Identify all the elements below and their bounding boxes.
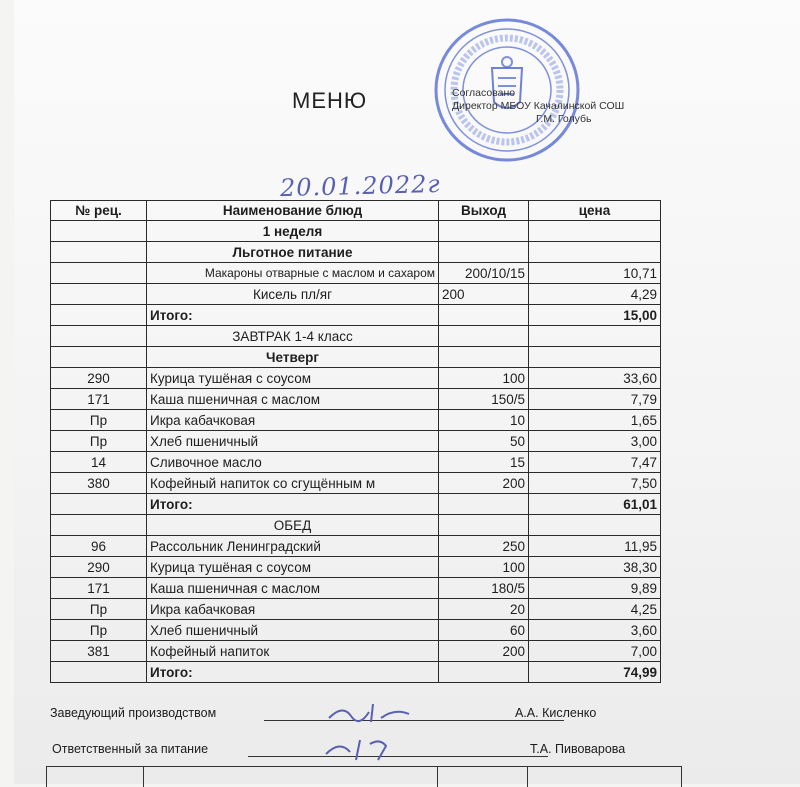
handwritten-signature bbox=[325, 700, 415, 726]
table-header-row bbox=[51, 201, 661, 221]
dish-price: 7,79 bbox=[529, 389, 661, 410]
dish-output: 60 bbox=[439, 620, 529, 641]
row-number: 171 bbox=[51, 389, 147, 410]
approval-name: Г.М. Голубь bbox=[536, 113, 592, 125]
row-number: 290 bbox=[51, 368, 147, 389]
row-number: 380 bbox=[51, 473, 147, 494]
dish-price: 4,29 bbox=[529, 284, 661, 305]
dish-name: Кофейный напиток bbox=[147, 641, 439, 662]
dish-name: Каша пшеничная с маслом bbox=[147, 578, 439, 599]
total-label: Итого: bbox=[147, 662, 439, 683]
table-row bbox=[51, 284, 661, 305]
manager-label: Заведующий производством bbox=[50, 706, 217, 720]
row-number: 14 bbox=[51, 452, 147, 473]
dish-output: 100 bbox=[439, 368, 529, 389]
total-value: 15,00 bbox=[529, 305, 661, 326]
dish-price: 10,71 bbox=[529, 263, 661, 284]
dish-price: 4,25 bbox=[529, 599, 661, 620]
table-row bbox=[51, 641, 661, 662]
section-title-row bbox=[51, 515, 661, 536]
dish-output: 250 bbox=[439, 536, 529, 557]
lunch-title: ОБЕД bbox=[147, 515, 439, 536]
total-label: Итого: bbox=[147, 305, 439, 326]
dish-price: 1,65 bbox=[529, 410, 661, 431]
dish-name: Макароны отварные с маслом и сахаром bbox=[147, 263, 439, 284]
table-row bbox=[51, 620, 661, 641]
row-number bbox=[51, 284, 147, 305]
dish-price: 11,95 bbox=[529, 536, 661, 557]
dish-output: 100 bbox=[439, 557, 529, 578]
dish-price: 3,60 bbox=[529, 620, 661, 641]
total-row bbox=[51, 494, 661, 515]
row-number: 171 bbox=[51, 578, 147, 599]
dish-output: 180/5 bbox=[439, 578, 529, 599]
dish-output: 10 bbox=[439, 410, 529, 431]
row-number: 96 bbox=[51, 536, 147, 557]
table-row bbox=[51, 536, 661, 557]
dish-output: 15 bbox=[439, 452, 529, 473]
menu-table bbox=[50, 200, 661, 683]
dish-output: 150/5 bbox=[439, 389, 529, 410]
table-row bbox=[51, 473, 661, 494]
dish-output: 200 bbox=[439, 473, 529, 494]
dish-price: 33,60 bbox=[529, 368, 661, 389]
dish-price: 3,00 bbox=[529, 431, 661, 452]
dish-price: 7,00 bbox=[529, 641, 661, 662]
dish-output: 200/10/15 bbox=[439, 263, 529, 284]
section-title-row bbox=[51, 242, 661, 263]
dish-name: Кисель пл/яг bbox=[147, 284, 439, 305]
table-row bbox=[51, 557, 661, 578]
dish-output: 200 bbox=[439, 641, 529, 662]
table-row bbox=[51, 599, 661, 620]
row-number: Пр bbox=[51, 410, 147, 431]
dish-name: Рассольник Ленинградский bbox=[147, 536, 439, 557]
dish-price: 9,89 bbox=[529, 578, 661, 599]
dish-name: Икра кабачковая bbox=[147, 599, 439, 620]
column-header-output: Выход bbox=[439, 201, 529, 221]
dish-name: Хлеб пшеничный bbox=[147, 431, 439, 452]
dish-name: Курица тушёная с соусом bbox=[147, 557, 439, 578]
week-row bbox=[51, 221, 661, 242]
handwritten-date: 20.01.2022г bbox=[279, 169, 441, 203]
manager-name: А.А. Кисленко bbox=[515, 706, 597, 720]
dish-output: 50 bbox=[439, 431, 529, 452]
section-title-row bbox=[51, 326, 661, 347]
manager-signature-line bbox=[50, 706, 680, 726]
dish-name: Хлеб пшеничный bbox=[147, 620, 439, 641]
responsible-label: Ответственный за питание bbox=[52, 742, 209, 756]
row-number: Пр bbox=[51, 620, 147, 641]
row-number bbox=[51, 263, 147, 284]
row-number: 290 bbox=[51, 557, 147, 578]
dish-name: Икра кабачковая bbox=[147, 410, 439, 431]
responsible-name: Т.А. Пивоварова bbox=[530, 742, 626, 756]
table-row bbox=[51, 389, 661, 410]
page-title: МЕНЮ bbox=[292, 88, 368, 113]
table-row bbox=[51, 410, 661, 431]
dish-name: Сливочное масло bbox=[147, 452, 439, 473]
total-value: 61,01 bbox=[529, 494, 661, 515]
row-number: 381 bbox=[51, 641, 147, 662]
total-row bbox=[51, 662, 661, 683]
column-header-price: цена bbox=[529, 201, 661, 221]
dish-name: Кофейный напиток со сгущённым м bbox=[147, 473, 439, 494]
column-header-name: Наименование блюд bbox=[147, 201, 439, 221]
dish-price: 38,30 bbox=[529, 557, 661, 578]
dish-price: 7,47 bbox=[529, 452, 661, 473]
dish-output: 200 bbox=[439, 284, 529, 305]
day-row bbox=[51, 347, 661, 368]
table-row bbox=[51, 368, 661, 389]
dish-name: Каша пшеничная с маслом bbox=[147, 389, 439, 410]
table-row bbox=[51, 578, 661, 599]
day-label: Четверг bbox=[147, 347, 439, 368]
week-label: 1 неделя bbox=[147, 221, 439, 242]
dish-name: Курица тушёная с соусом bbox=[147, 368, 439, 389]
approval-position: Директор МБОУ Качалинской СОШ bbox=[452, 100, 625, 112]
total-value: 74,99 bbox=[529, 662, 661, 683]
table-row bbox=[51, 431, 661, 452]
dish-output: 20 bbox=[439, 599, 529, 620]
column-header-number: № рец. bbox=[51, 201, 147, 221]
table-row bbox=[51, 452, 661, 473]
total-row bbox=[51, 305, 661, 326]
breakfast-title: ЗАВТРАК 1-4 класс bbox=[147, 326, 439, 347]
table-row bbox=[51, 263, 661, 284]
benefit-section-title: Льготное питание bbox=[147, 242, 439, 263]
row-number: Пр bbox=[51, 431, 147, 452]
row-number: Пр bbox=[51, 599, 147, 620]
handwritten-signature bbox=[320, 734, 410, 764]
approval-block bbox=[452, 87, 624, 126]
total-label: Итого: bbox=[147, 494, 439, 515]
dish-price: 7,50 bbox=[529, 473, 661, 494]
responsible-signature-line bbox=[52, 742, 692, 762]
approval-heading: Согласовано bbox=[452, 87, 516, 99]
